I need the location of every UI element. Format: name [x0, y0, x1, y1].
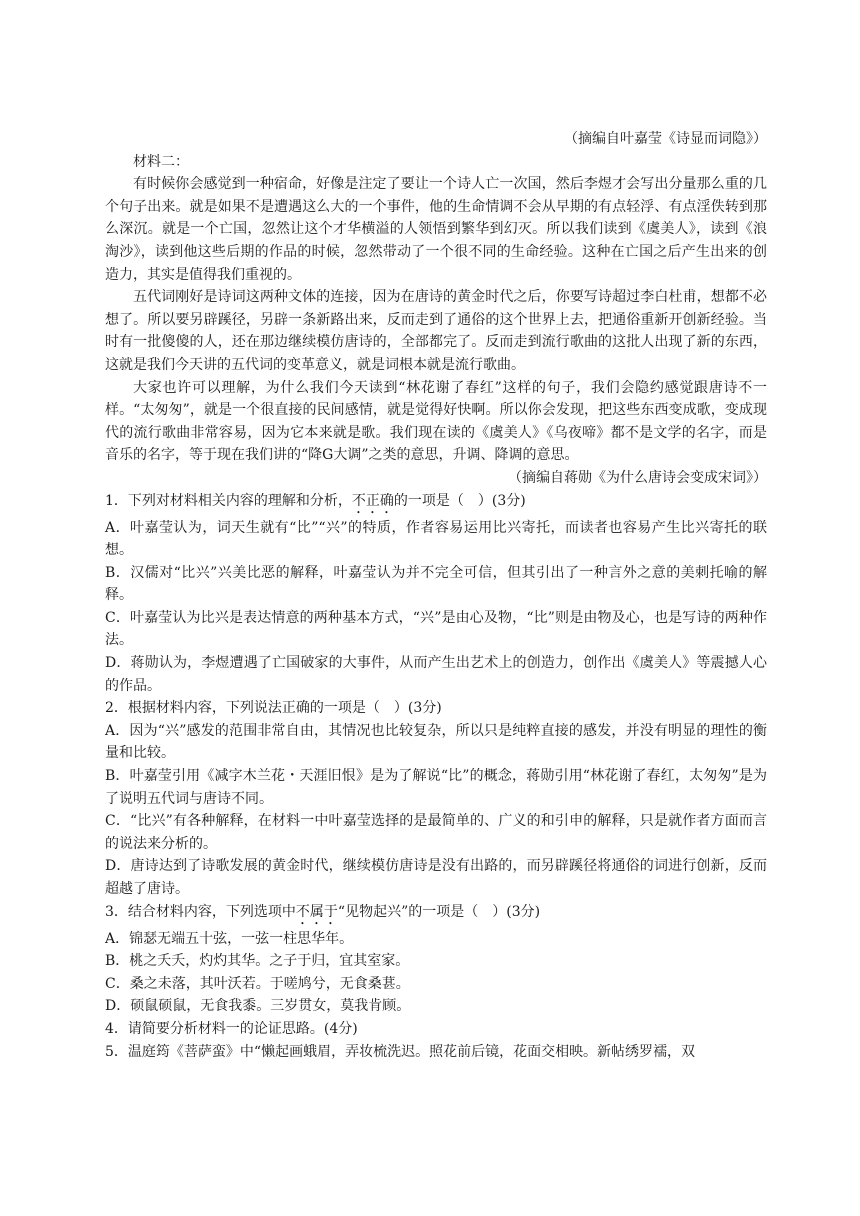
material-2-paragraph-3: 大家也许可以理解，为什么我们今天读到“林花谢了春红”这样的句子，我们会隐约感觉跟唐诗不一样。“太匆匆”，就是一个很直接的民间感情，就是觉得好快啊。所以你会发现，把这些东西变成歌，变成现代的流行歌曲非常容易，因为它本来就是歌。我们现在读的《虞美人》《乌夜啼》都不是文学的名字，而是音乐的名字，等于现在我们讲的“降G大调”之类的意思，升调、降调的意思。 — [105, 379, 767, 464]
source-citation-1: （摘编自叶嘉莹《诗显而词隐》） — [564, 131, 767, 147]
material-2-heading: 材料二： — [133, 153, 189, 170]
question-1-option-c: C．叶嘉莹认为比兴是表达情意的两种基本方式，“兴”是由心及物，“比”则是由物及心，也是写诗的两种作法。 — [105, 609, 767, 649]
question-1-option-d: D．蒋勋认为，李煜遭遇了亡国破家的大事件，从而产生出艺术上的创造力，创作出《虞美人》等震撼人心的作品。 — [105, 655, 767, 694]
question-3-stem — [105, 901, 767, 928]
question-2-stem: 2．根据材料内容，下列说法正确的一项是（ ）(3分) — [105, 700, 442, 717]
question-3-stem-pre: 3．结合材料内容，下列选项中 — [105, 903, 296, 920]
question-1-stem-post: 的一项是（ ）(3分) — [393, 492, 526, 509]
question-1-emphasis: 不正确 — [351, 492, 394, 509]
question-3-option-d: D．硕鼠硕鼠，无食我黍。三岁贯女，莫我肯顾。 — [105, 998, 411, 1015]
question-1-stem-pre: 1．下列对材料相关内容的理解和分析， — [105, 492, 352, 509]
question-3-option-b: B．桃之夭夭，灼灼其华。之子于归，宜其室家。 — [105, 953, 410, 970]
question-3-option-c: C．桑之未落，其叶沃若。于嗟鸠兮，无食桑葚。 — [105, 975, 410, 992]
question-2-option-b: B．叶嘉莹引用《减字木兰花・天涯旧恨》是为了解说“比”的概念，蒋勋引用“林花谢了春红，太匆匆”是为了说明五代词与唐诗不同。 — [105, 768, 767, 807]
question-1-option-a: A．叶嘉莹认为，词天生就有“比”“兴”的特质，作者容易运用比兴寄托，而读者也容易产生比兴寄托的联想。 — [105, 519, 767, 559]
material-2-paragraph-2: 五代词刚好是诗词这两种文体的连接，因为在唐诗的黄金时代之后，你要写诗超过李白杜甫，想都不必想了。所以要另辟蹊径，另辟一条新路出来，反而走到了通俗的这个世界上去，把通俗重新开创新经验。当时有一批傻傻的人，还在那边继续模仿唐诗的，全部都完了。反而走到流行歌曲的这批人出现了新的东西，这就是我们今天讲的五代词的变革意义，就是词根本就是流行歌曲。 — [105, 289, 767, 373]
question-1-option-b: B．汉儒对“比兴”兴美比恶的解释，叶嘉莹认为并不完全可信，但其引出了一种言外之意的美刺托喻的解释。 — [105, 564, 767, 604]
question-3-stem-post: “见物起兴”的一项是（ ）(3分) — [337, 903, 541, 920]
question-3-option-a: A．锦瑟无端五十弦，一弦一柱思华年。 — [105, 930, 354, 947]
question-4: 4．请简要分析材料一的论证思路。(4分) — [105, 1020, 358, 1037]
material-2-paragraph-1: 有时候你会感觉到一种宿命，好像是注定了要让一个诗人亡一次国，然后李煜才会写出分量那么重的几个句子出来。就是如果不是遭遇这么大的一个事件，他的生命情调不会从早期的有点轻浮、有点淫佚转到那么深沉。就是一个亡国，忽然让这个才华横溢的人领悟到繁华到幻灭。所以我们读到《虞美人》，读到《浪淘沙》，读到他这些后期的作品的时候，忽然带动了一个很不同的生命经验。这种在亡国之后产生出来的创造力，其实是值得我们重视的。 — [105, 176, 767, 283]
source-citation-2: （摘编自蒋勋《为什么唐诗会变成宋词》） — [508, 469, 767, 486]
question-1-stem — [105, 490, 767, 517]
question-2-option-c: C．“比兴”有各种解释，在材料一中叶嘉莹选择的是最简单的、广义的和引申的解释，只是就作者方面而言的说法来分析的。 — [105, 813, 767, 852]
question-3-emphasis: 不属于 — [295, 903, 338, 920]
document-body — [105, 128, 767, 1063]
question-2-option-d: D．唐诗达到了诗歌发展的黄金时代，继续模仿唐诗是没有出路的，而另辟蹊径将通俗的词进行创新，反而超越了唐诗。 — [105, 858, 767, 897]
question-2-option-a: A．因为“兴”感发的范围非常自由，其情况也比较复杂，所以只是纯粹直接的感发，并没有明显的理性的衡量和比较。 — [105, 722, 767, 762]
question-5: 5．温庭筠《菩萨蛮》中“懒起画蛾眉，弄妆梳洗迟。照花前后镜，花面交相映。新帖绣罗襦，双 — [105, 1043, 696, 1060]
